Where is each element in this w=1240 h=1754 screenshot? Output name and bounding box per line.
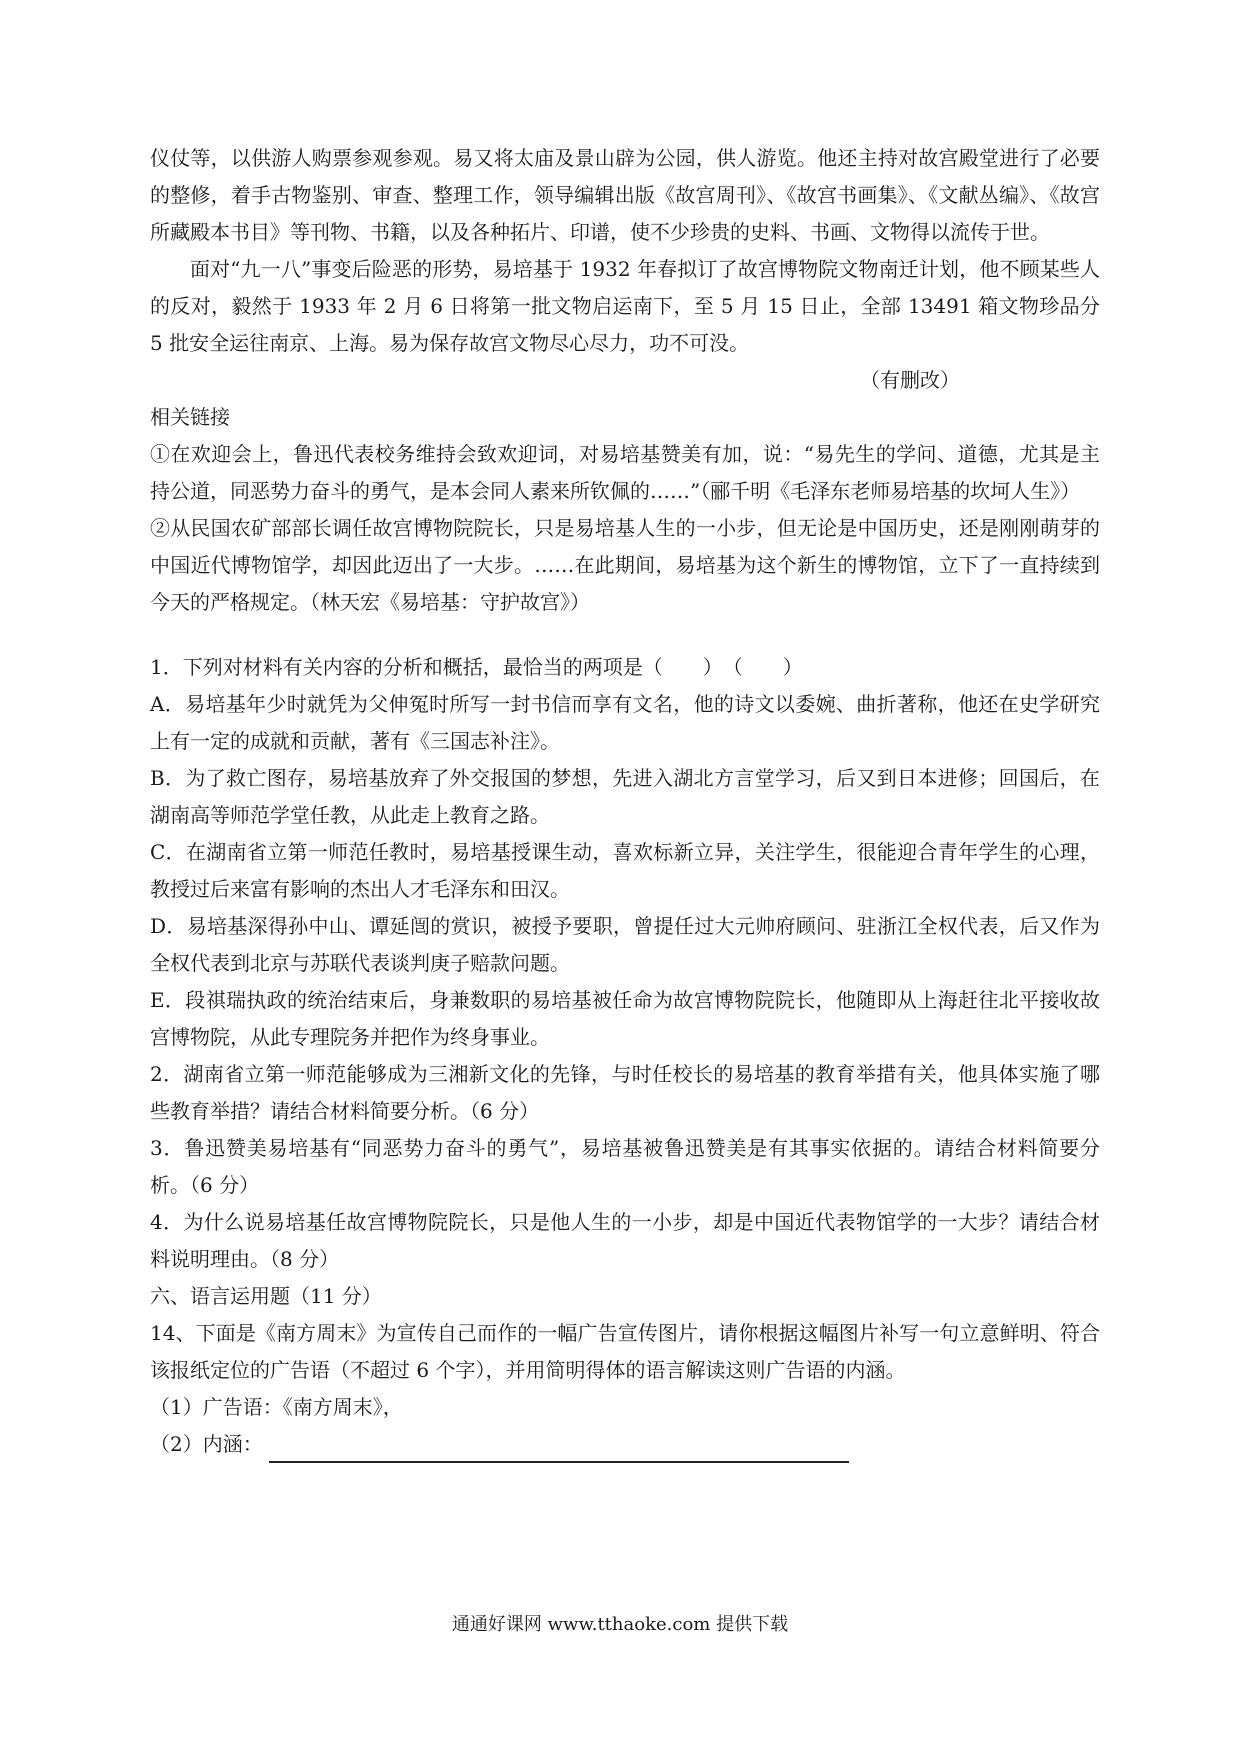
option-b: B．为了救亡图存，易培基放弃了外交报国的梦想，先进入湖北方言堂学习，后又到日本进修；回国后，在湖南高等师范学堂任教，从此走上教育之路。 (150, 766, 1100, 827)
question-4: 4．为什么说易培基任故宫博物院院长，只是他人生的一小步，却是中国近代表物馆学的一大步？请结合材料说明理由。（8 分） (150, 1210, 1100, 1271)
spacer (150, 621, 1100, 649)
related-link-1: ①在欢迎会上，鲁迅代表校务维持会致欢迎词，对易培基赞美有加，说：“易先生的学问、道德，尤其是主持公道，同恶势力奋斗的勇气，是本会同人素来所钦佩的……”（郦千明《毛泽东老师易培基的坎坷人生》） (150, 442, 1100, 503)
page-footer: 通通好课网 www.tthaoke.com 提供下载 (451, 1614, 789, 1635)
answer-blank-line (269, 1437, 849, 1463)
question-3: 3．鲁迅赞美易培基有“同恶势力奋斗的勇气”，易培基被鲁迅赞美是有其事实依据的。请结合材料简要分析。（6 分） (150, 1136, 1100, 1197)
related-link-2: ②从民国农矿部部长调任故宫博物院院长，只是易培基人生的一小步，但无论是中国历史，还是刚刚萌芽的中国近代博物馆学，却因此迈出了一大步。……在此期间，易培基为这个新生的博物馆，立下了一直持续到今天的严格规定。（林天宏《易培基：守护故宫》） (150, 516, 1100, 614)
answer-slogan: （1）广告语：《南方周末》， (150, 1395, 403, 1419)
revision-note: （有删改） (860, 368, 960, 392)
passage-paragraph-1: 仪仗等，以供游人购票参观参观。易又将太庙及景山辟为公园，供人游览。他还主持对故宫殿堂进行了必要的整修，着手古物鉴别、审查、整理工作，领导编辑出版《故宫周刊》、《故宫书画集》、《文献丛编》、《故宫所藏殿本书目》等刊物、书籍，以及各种拓片、印谱，使不少珍贵的史料、书画、文物得以流传于世。 (150, 146, 1100, 244)
passage-paragraph-2: 面对“九一八”事变后险恶的形势，易培基于 1932 年春拟订了故宫博物院文物南迁计划，他不顾某些人的反对，毅然于 1933 年 2 月 6 日将第一批文物启运南下，至 5 月 15 日止，全部 13491 箱文物珍品分 5 批安全运往南京、上海。易为保存故宫文物尽心尽力，功不可没。 (150, 257, 1100, 355)
option-e: E．段祺瑞执政的统治结束后，身兼数职的易培基被任命为故宫博物院院长，他随即从上海赶往北平接收故宫博物院，从此专理院务并把作为终身事业。 (150, 988, 1100, 1049)
answer-meaning-label: （2）内涵： (150, 1432, 263, 1456)
option-a: A．易培基年少时就凭为父伸冤时所写一封书信而享有文名，他的诗文以委婉、曲折著称，他还在史学研究上有一定的成就和贡献，著有《三国志补注》。 (150, 692, 1100, 753)
document-body (150, 140, 1100, 1463)
question-14: 14、下面是《南方周末》为宣传自己而作的一幅广告宣传图片，请你根据这幅图片补写一句立意鲜明、符合该报纸定位的广告语（不超过 6 个字），并用简明得体的语言解读这则广告语的内涵。 (150, 1321, 1100, 1382)
related-links-title: 相关链接 (150, 405, 230, 429)
option-d: D．易培基深得孙中山、谭延闿的赏识，被授予要职，曾提任过大元帅府顾问、驻浙江全权代表，后又作为全权代表到北京与苏联代表谈判庚子赔款问题。 (150, 914, 1100, 975)
answer-meaning (150, 1426, 1100, 1463)
question-1: 1．下列对材料有关内容的分析和概括，最恰当的两项是（ ） （ ） (150, 655, 803, 679)
question-2: 2．湖南省立第一师范能够成为三湘新文化的先锋，与时任校长的易培基的教育举措有关，他具体实施了哪些教育举措？请结合材料简要分析。（6 分） (150, 1062, 1100, 1123)
section-6-title: 六、语言运用题（11 分） (150, 1284, 382, 1308)
option-c: C．在湖南省立第一师范任教时，易培基授课生动，喜欢标新立异，关注学生，很能迎合青年学生的心理，教授过后来富有影响的杰出人才毛泽东和田汉。 (150, 840, 1100, 901)
